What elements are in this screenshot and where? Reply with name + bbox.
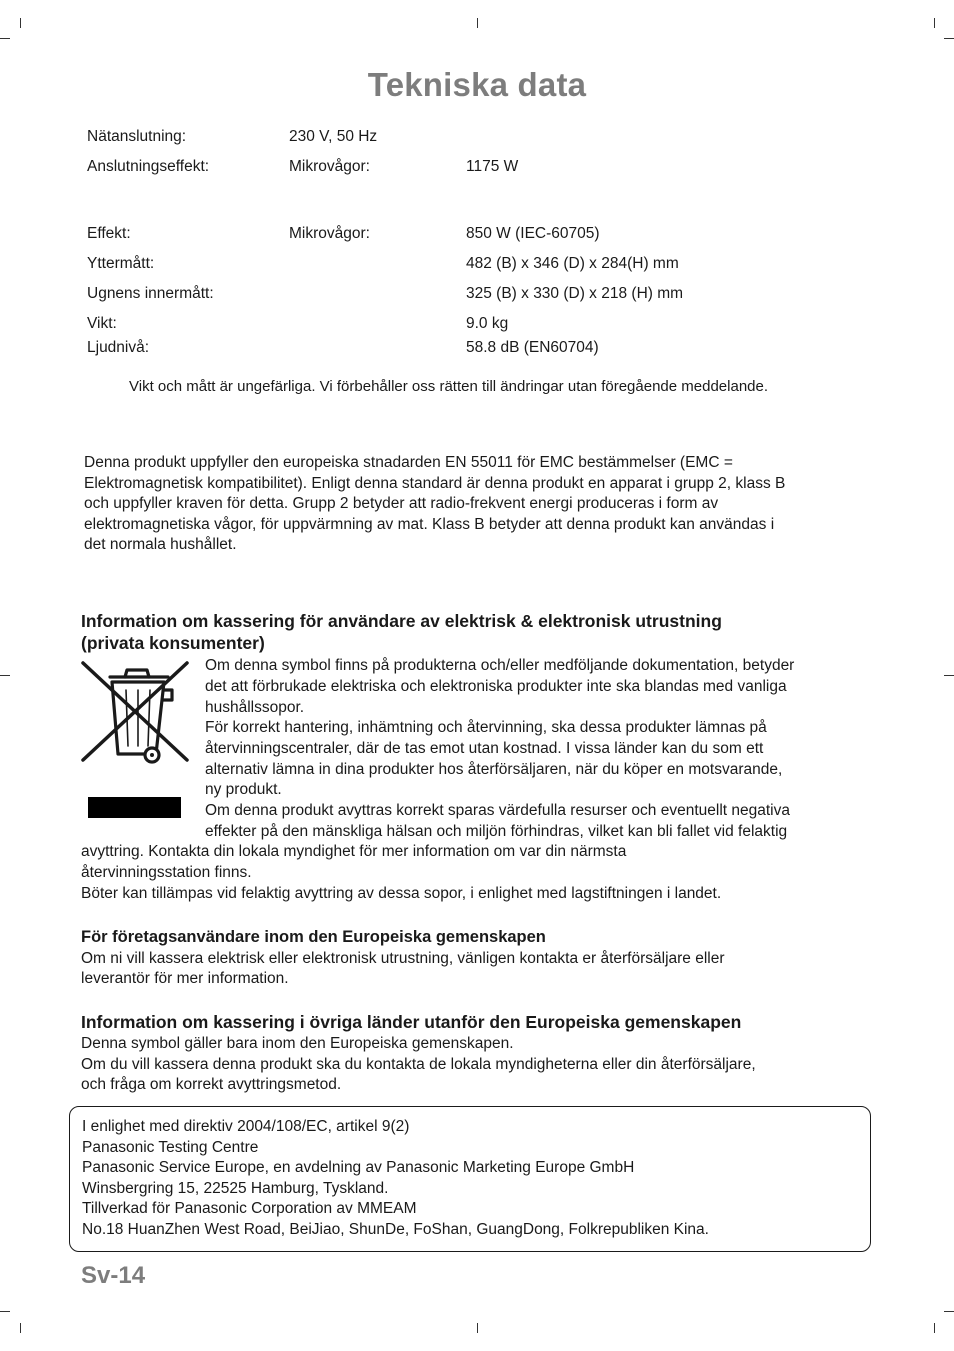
spec-sublabel: Mikrovågor: — [289, 158, 370, 175]
text-line: och fråga om korrekt avyttringsmetod. — [81, 1076, 342, 1093]
spec-sublabel: Mikrovågor: — [289, 225, 370, 242]
text-line: ny produkt. — [205, 781, 282, 798]
text-line: leverantör för mer information. — [81, 970, 289, 987]
text-line: det att förbrukade elektriska och elektroniska produkter inte ska blandas med vanliga — [205, 678, 787, 695]
text-line: återvinningsstation finns. — [81, 864, 252, 881]
disclaimer-note: Vikt och mått är ungefärliga. Vi förbehåller oss rätten till ändringar utan föregående meddelande. — [129, 378, 769, 395]
text-line: Denna symbol gäller bara inom den Europeiska gemenskapen. — [81, 1035, 514, 1052]
spec-value: 1175 W — [466, 158, 519, 175]
text-line: Om denna symbol finns på produkterna och/eller medföljande dokumentation, betyder — [205, 657, 795, 674]
crop-mark — [934, 1323, 935, 1333]
emc-paragraph — [84, 453, 884, 556]
spec-label: Effekt: — [87, 225, 131, 242]
spec-value: 325 (B) x 330 (D) x 218 (H) mm — [466, 285, 684, 302]
page-number: Sv-14 — [81, 1262, 146, 1289]
text-line: Om ni vill kassera elektrisk eller elektronisk utrustning, vänligen kontakta er återförsäljare eller — [81, 950, 725, 967]
crop-mark — [477, 1323, 478, 1333]
spec-label: Ljudnivå: — [87, 339, 150, 356]
text-line: det normala hushållet. — [84, 536, 237, 554]
page-title: Tekniska data — [367, 66, 587, 103]
spec-label: Yttermått: — [87, 255, 155, 272]
crossed-out-wheeled-bin-icon — [80, 660, 190, 820]
text-line: No.18 HuanZhen West Road, BeiJiao, ShunDe, FoShan, GuangDong, Folkrepubliken Kina. — [82, 1220, 709, 1238]
spec-label: Anslutningseffekt: — [87, 158, 210, 175]
crop-mark — [477, 18, 478, 28]
text-line: alternativ lämna in dina produkter hos återförsäljaren, när du köper en motsvarande, — [205, 761, 783, 778]
crop-mark — [944, 1311, 954, 1312]
spec-value: 482 (B) x 346 (D) x 284(H) mm — [466, 255, 679, 272]
crop-mark — [0, 38, 10, 39]
other-countries-heading: Information om kassering i övriga länder utanför den Europeiska gemenskapen — [81, 1012, 742, 1032]
disposal-heading — [81, 610, 881, 654]
text-line: Panasonic Testing Centre — [82, 1138, 259, 1156]
text-line: Om du vill kassera denna produkt ska du kontakta de lokala myndigheterna eller din återförsäljare, — [81, 1056, 756, 1073]
heading-line: Information om kassering för användare av elektrisk & elektronisk utrustning — [81, 611, 722, 631]
spec-value: 850 W (IEC-60705) — [466, 225, 600, 242]
text-line: Winsbergring 15, 22525 Hamburg, Tyskland. — [82, 1179, 389, 1197]
spec-label: Nätanslutning: — [87, 128, 187, 145]
business-heading: För företagsanvändare inom den Europeiska gemenskapen — [81, 928, 546, 946]
crop-mark — [20, 18, 21, 28]
crop-mark — [944, 675, 954, 676]
spec-label: Vikt: — [87, 315, 117, 332]
spec-value: 230 V, 50 Hz — [289, 128, 378, 145]
crop-mark — [934, 18, 935, 28]
text-line: återvinningscentraler, där de tas emot utan kostnad. I vissa länder kan du som ett — [205, 740, 764, 757]
text-line: Om denna produkt avyttras korrekt sparas värdefulla resurser och eventuellt negativa — [205, 802, 790, 819]
crop-mark — [0, 1311, 10, 1312]
crop-mark — [20, 1323, 21, 1333]
text-line: Böter kan tillämpas vid felaktig avyttring av dessa sopor, i enlighet med lagstiftningen i landet. — [81, 885, 722, 902]
spec-label: Ugnens innermått: — [87, 285, 214, 302]
text-line: I enlighet med direktiv 2004/108/EC, artikel 9(2) — [82, 1118, 410, 1135]
text-line: Panasonic Service Europe, en avdelning av Panasonic Marketing Europe GmbH — [82, 1159, 635, 1177]
text-line: hushållssopor. — [205, 699, 305, 716]
crop-mark — [944, 38, 954, 39]
text-line: avyttring. Kontakta din lokala myndighet för mer information om var din närmsta — [81, 843, 627, 860]
text-line: Elektromagnetisk kompatibilitet). Enligt denna standard är denna produkt en apparat i grupp 2, klass B — [84, 474, 786, 492]
text-line: elektromagnetiska vågor, för uppvärmning av mat. Klass B betyder att denna produkt kan användas i — [84, 515, 775, 533]
spec-value: 58.8 dB (EN60704) — [466, 339, 599, 356]
text-line: Denna produkt uppfyller den europeiska stnadarden EN 55011 för EMC bestämmelser (EMC = — [84, 454, 733, 471]
crop-mark — [0, 675, 10, 676]
directive-box — [69, 1106, 871, 1252]
text-line: För korrekt hantering, inhämtning och återvinning, ska dessa produkter lämnas på — [205, 719, 767, 736]
heading-line: (privata konsumenter) — [81, 633, 265, 653]
text-line: effekter på den mänskliga hälsan och miljön förhindras, vilket kan bli fallet vid felaktig — [205, 823, 788, 840]
spec-value: 9.0 kg — [466, 315, 509, 332]
text-line: Tillverkad för Panasonic Corporation av MMEAM — [82, 1200, 417, 1218]
text-line: och uppfyller kraven för detta. Grupp 2 betyder att radio-frekvent energi produceras i form av — [84, 495, 719, 513]
